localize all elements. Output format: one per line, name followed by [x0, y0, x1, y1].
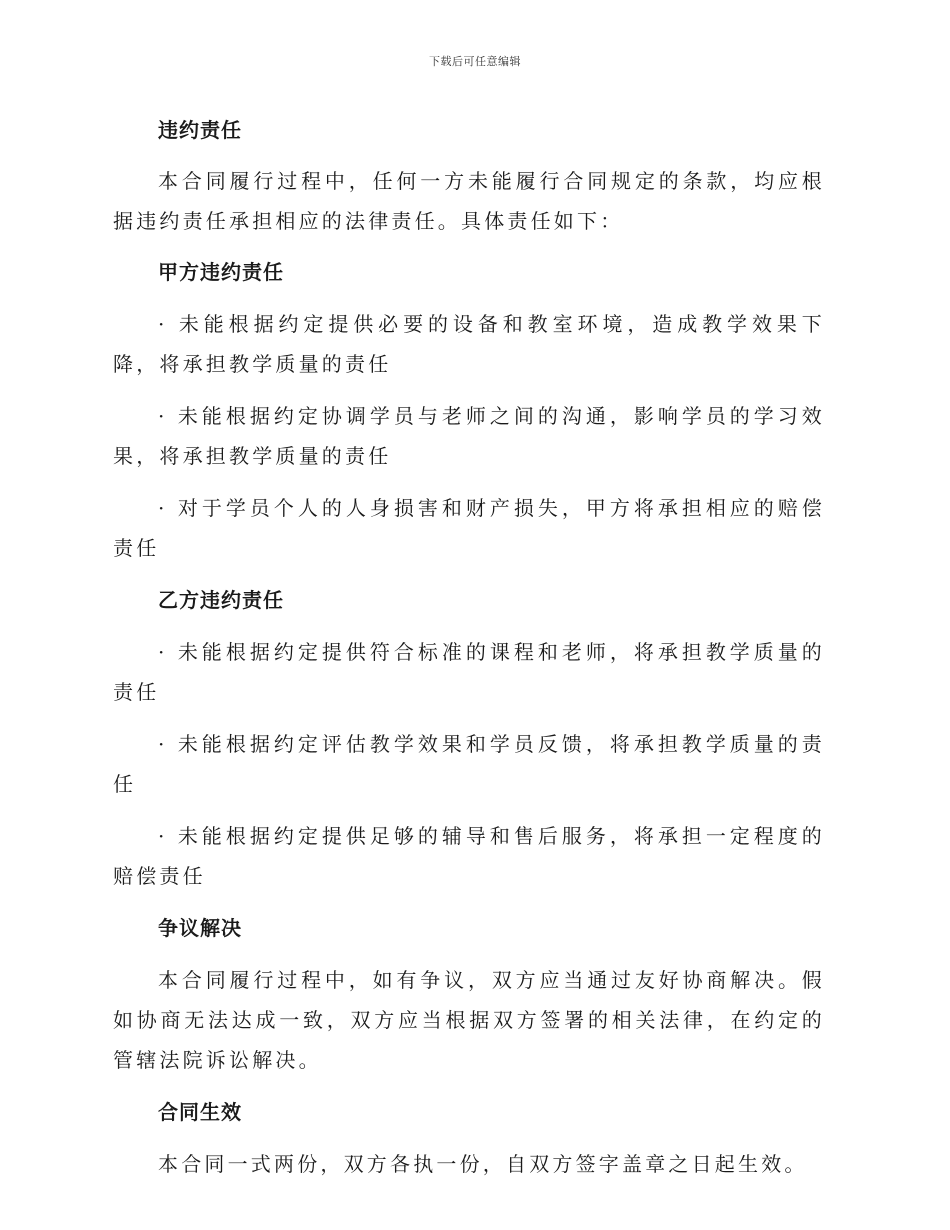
- party-b-item: · 未能根据约定提供足够的辅导和售后服务，将承担一定程度的赔偿责任: [113, 824, 825, 888]
- breach-intro-paragraph: 本合同履行过程中，任何一方未能履行合同规定的条款，均应根据违约责任承担相应的法律责任。具体责任如下：: [113, 169, 825, 233]
- party-a-item: · 未能根据约定提供必要的设备和教室环境，造成教学效果下降，将承担教学质量的责任: [113, 312, 825, 376]
- effect-paragraph: 本合同一式两份，双方各执一份，自双方签字盖章之日起生效。: [158, 1152, 808, 1176]
- section-title-dispute: 争议解决: [158, 916, 242, 940]
- party-b-item: · 未能根据约定提供符合标准的课程和老师，将承担教学质量的责任: [113, 640, 825, 704]
- section-title-breach: 违约责任: [158, 118, 242, 142]
- party-a-item: · 对于学员个人的人身损害和财产损失，甲方将承担相应的赔偿责任: [113, 496, 825, 560]
- section-title-party-b: 乙方违约责任: [158, 588, 284, 612]
- section-title-party-a: 甲方违约责任: [158, 260, 284, 284]
- dispute-paragraph: 本合同履行过程中，如有争议，双方应当通过友好协商解决。假如协商无法达成一致，双方应当根据双方签署的相关法律，在约定的管辖法院诉讼解决。: [113, 968, 825, 1072]
- party-b-item: · 未能根据约定评估教学效果和学员反馈，将承担教学质量的责任: [113, 732, 825, 796]
- page-header-note: 下载后可任意编辑: [429, 55, 521, 68]
- party-a-item: · 未能根据约定协调学员与老师之间的沟通，影响学员的学习效果，将承担教学质量的责任: [113, 404, 825, 468]
- section-title-effect: 合同生效: [158, 1100, 242, 1124]
- document-body: [113, 110, 825, 1184]
